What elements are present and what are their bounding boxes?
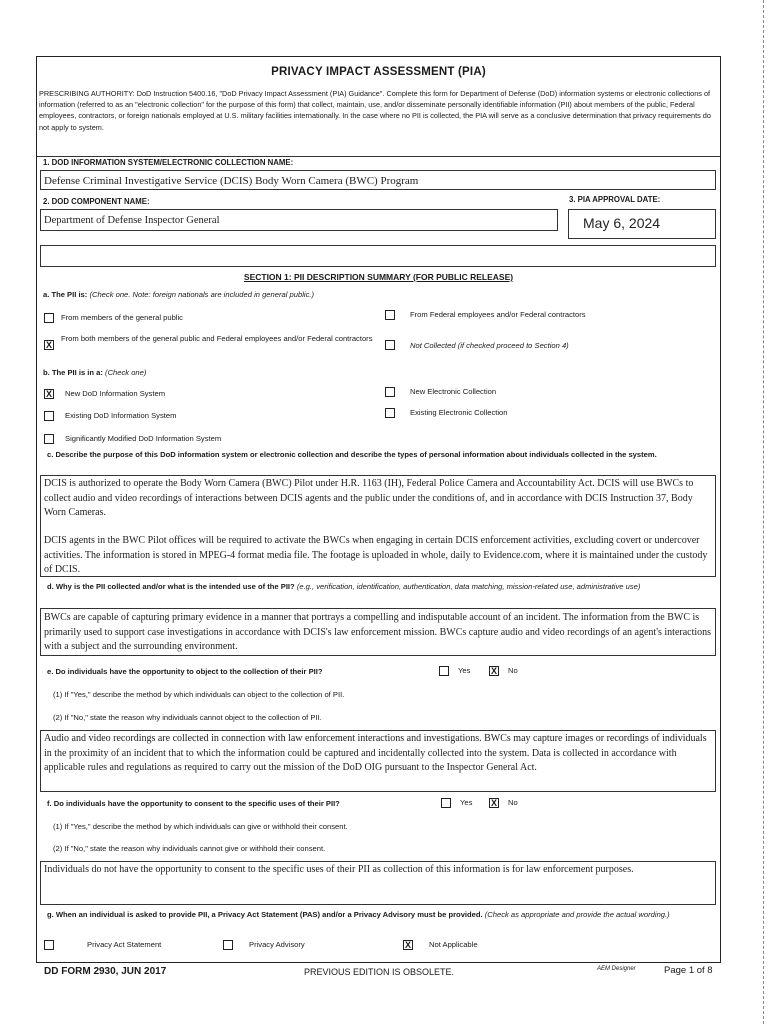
qb-opt1-label: New DoD Information System <box>65 389 166 398</box>
qe-answer-field[interactable] <box>40 730 716 792</box>
qb-label: b. The PII is in a: <box>43 368 103 377</box>
qb-checkbox-modified-system[interactable] <box>44 434 54 444</box>
qc-label: c. Describe the purpose of this DoD information system or electronic collection and describe the types of personal information about individuals collected in the system. <box>47 450 657 459</box>
qe-no-label: No <box>508 666 518 675</box>
qf-checkbox-yes[interactable] <box>441 798 451 808</box>
qa-check-mark: X <box>45 340 52 350</box>
qf-checkbox-no[interactable] <box>489 798 499 808</box>
qd-answer: BWCs are capable of capturing primary evidence in a manner that portrays a compelling and indisputable account of an incident. The information from the BWC is primarily used to support case investigations in accordance with DCIS's law enforcement mission. BWCs capture audio and video recordings of an agent's interactions with a subject and the surrounding environment. <box>44 612 712 652</box>
qg-opt1-label: Privacy Act Statement <box>87 940 162 949</box>
qg-checkbox-pas[interactable] <box>44 940 54 950</box>
qf-yes-label: Yes <box>460 798 473 807</box>
qb-checkbox-new-system[interactable] <box>44 389 54 399</box>
qa-opt4-label: Not Collected (if checked proceed to Section 4) <box>410 341 569 350</box>
qe-check-mark: X <box>490 666 497 676</box>
qf-answer: Individuals do not have the opportunity to consent to the specific uses of their PII as collection of this information is for law enforcement purposes. <box>44 864 634 875</box>
qd-label: d. Why is the PII collected and/or what is the intended use of the PII? <box>47 582 295 591</box>
qa-note: (Check one. Note: foreign nationals are included in general public.) <box>89 290 315 299</box>
q3-field[interactable] <box>568 209 716 239</box>
qb-opt4-label: Existing Electronic Collection <box>410 408 508 417</box>
qa-opt1-label: From members of the general public <box>61 313 183 322</box>
qf-sub1: (1) If "Yes," describe the method by which individuals can give or withhold their consent. <box>53 822 348 831</box>
footer-designer: AEM Designer <box>597 966 636 972</box>
section1-title: SECTION 1: PII DESCRIPTION SUMMARY (FOR PUBLIC RELEASE) <box>243 272 514 282</box>
qc-para1: DCIS is authorized to operate the Body Worn Camera (BWC) Pilot under H.R. 1163 (IH), Federal Police Camera and Accountability Act. DCIS will use BWCs to collect audio and video recordings of interactions between DCIS agents and the public under the conditions of, and in accordance with DCIS Instruction 37, Body Worn Cameras. <box>44 478 694 518</box>
pia-form <box>36 56 721 963</box>
qg-checkbox-advisory[interactable] <box>223 940 233 950</box>
blank-field[interactable] <box>40 245 716 267</box>
qa-opt3-label: From both members of the general public and Federal employees and/or Federal contractors <box>61 334 373 343</box>
footer-page-number: Page 1 of 8 <box>664 965 713 976</box>
qa-checkbox-public[interactable] <box>44 313 54 323</box>
qf-check-mark: X <box>490 798 497 808</box>
qg-opt2-label: Privacy Advisory <box>249 940 305 949</box>
qb-opt2-label: New Electronic Collection <box>410 387 497 396</box>
q2-label: 2. DOD COMPONENT NAME: <box>43 197 150 206</box>
qe-sub2: (2) If "No," state the reason why individuals cannot object to the collection of PII. <box>53 713 322 722</box>
qb-checkbox-existing-collection[interactable] <box>385 408 395 418</box>
footer-form-id: DD FORM 2930, JUN 2017 <box>44 966 167 977</box>
divider <box>37 156 720 157</box>
qe-checkbox-no[interactable] <box>489 666 499 676</box>
q3-label: 3. PIA APPROVAL DATE: <box>569 195 661 204</box>
qc-para2: DCIS agents in the BWC Pilot offices will be required to activate the BWCs when engaging in certain DCIS enforcement activities, excluding covert or undercover activities. The information is stored in MPEG-4 format media file. The footage is uploaded in whole, daily to Evidence.com, where it is maintained under the custody of DCIS. <box>44 535 708 575</box>
qe-answer: Audio and video recordings are collected in connection with law enforcement interactions and investigations. BWCs may capture images or recordings of individuals in the proximity of an incident that to which the information could be captured and incidentally collected into the system. Data is collected in accordance with applicable rules and regulations as required to carry out the mission of the DoD OIG pursuant to the Inspector General Act. <box>44 733 707 773</box>
qd-note: (e.g., verification, identification, authentication, data matching, mission-related use, administrative use) <box>296 582 641 591</box>
page-edge-line <box>762 0 764 1024</box>
q1-field[interactable] <box>40 170 716 190</box>
qf-label: f. Do individuals have the opportunity to consent to the specific uses of their PII? <box>47 799 340 808</box>
prescribing-authority: PRESCRIBING AUTHORITY: DoD Instruction 5400.16, "DoD Privacy Impact Assessment (PIA) Guidance". Complete this form for Department of Defense (DoD) information systems or electronic collections of information (referred to as an "electronic collection" for the purpose of this form) that collect, maintain, use, and/or disseminate personally identifiable information (PII) about members of the public, Federal employees, contractors, or foreign nationals employed at U.S. military facilities internationally. In the case where no PII is collected, the PIA will serve as a conclusive determination that privacy requirements do not apply to system. <box>39 89 711 132</box>
qg-note: (Check as appropriate and provide the actual wording.) <box>484 910 670 919</box>
qf-no-label: No <box>508 798 518 807</box>
q2-field[interactable] <box>40 209 558 231</box>
qb-note: (Check one) <box>105 368 147 377</box>
qb-check-mark: X <box>45 389 52 399</box>
qe-checkbox-yes[interactable] <box>439 666 449 676</box>
footer-edition: PREVIOUS EDITION IS OBSOLETE. <box>304 967 455 977</box>
qg-checkbox-not-applicable[interactable] <box>403 940 413 950</box>
qe-sub1: (1) If "Yes," describe the method by which individuals can object to the collection of PII. <box>53 690 345 699</box>
q1-label: 1. DOD INFORMATION SYSTEM/ELECTRONIC COLLECTION NAME: <box>43 158 294 167</box>
qf-sub2: (2) If "No," state the reason why individuals cannot give or withhold their consent. <box>53 844 326 853</box>
qg-opt3-label: Not Applicable <box>429 940 478 949</box>
q2-value: Department of Defense Inspector General <box>44 215 220 226</box>
qe-yes-label: Yes <box>458 666 471 675</box>
qb-checkbox-existing-system[interactable] <box>44 411 54 421</box>
qg-check-mark: X <box>404 940 411 950</box>
qf-answer-field[interactable] <box>40 861 716 905</box>
qa-checkbox-both[interactable] <box>44 340 54 350</box>
qa-checkbox-federal[interactable] <box>385 310 395 320</box>
qb-opt5-label: Significantly Modified DoD Information System <box>65 434 222 443</box>
qd-answer-field[interactable] <box>40 608 716 656</box>
form-title: PRIVACY IMPACT ASSESSMENT (PIA) <box>271 66 486 78</box>
qa-checkbox-not-collected[interactable] <box>385 340 395 350</box>
q3-value: May 6, 2024 <box>583 215 661 231</box>
q1-value: Defense Criminal Investigative Service (DCIS) Body Worn Camera (BWC) Program <box>44 175 419 187</box>
qa-opt2-label: From Federal employees and/or Federal contractors <box>410 310 586 319</box>
qb-opt3-label: Existing DoD Information System <box>65 411 177 420</box>
qg-label: g. When an individual is asked to provide PII, a Privacy Act Statement (PAS) and/or a Privacy Advisory must be provided. <box>47 910 483 919</box>
qc-answer-field[interactable] <box>40 475 716 577</box>
qb-checkbox-new-collection[interactable] <box>385 387 395 397</box>
qa-label: a. The PII is: <box>43 290 88 299</box>
qe-label: e. Do individuals have the opportunity to object to the collection of their PII? <box>47 667 323 676</box>
